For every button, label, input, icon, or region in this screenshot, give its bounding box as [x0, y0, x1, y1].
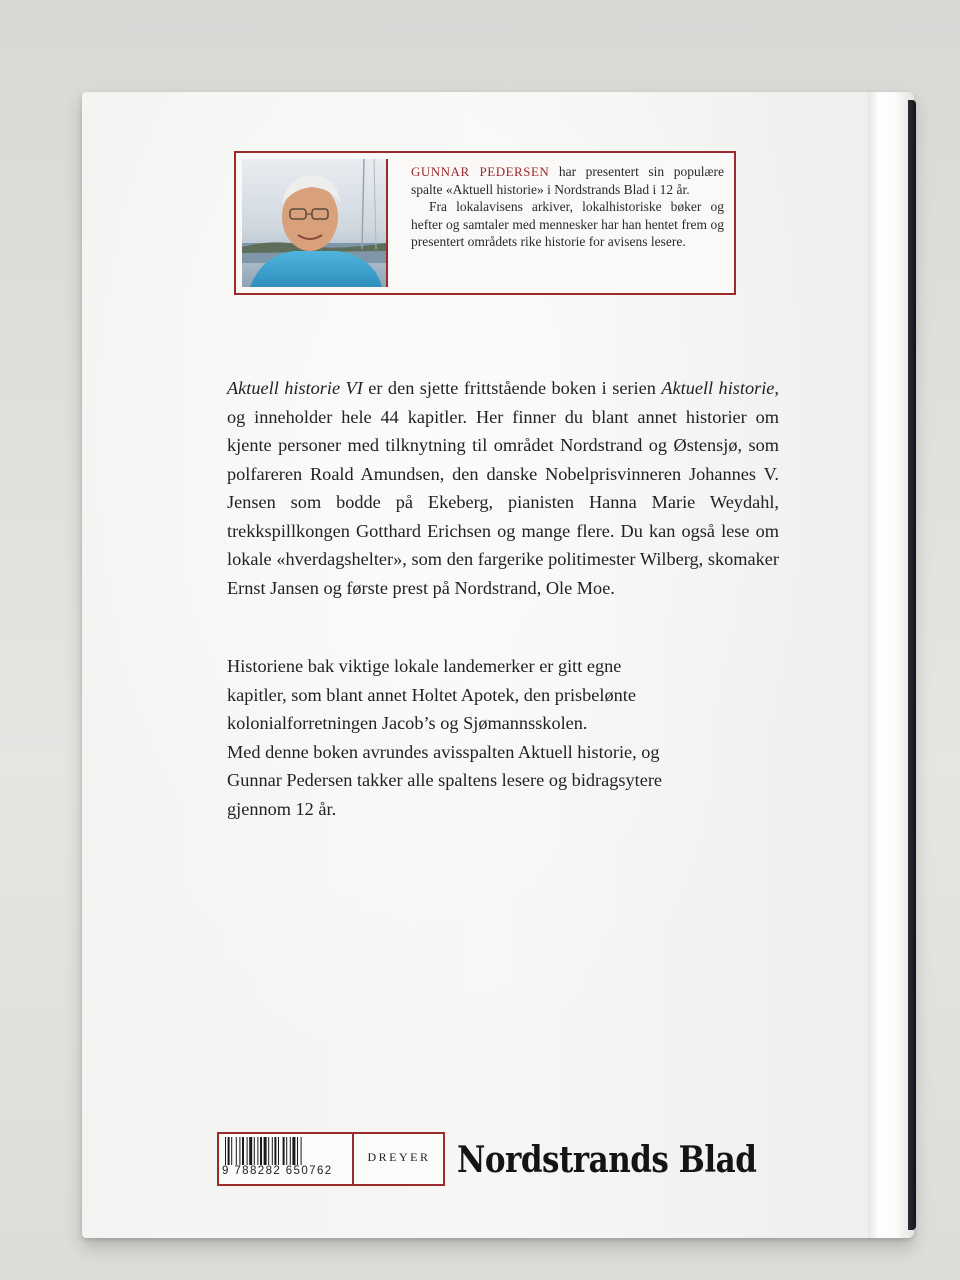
author-bio-line1: har presentert sin populære spalte «Aktuell historie» i Nordstrands Blad i 12 år.: [411, 164, 724, 197]
barcode-bar: [272, 1137, 273, 1165]
barcode-bar: [225, 1137, 226, 1165]
author-photo: [242, 159, 388, 287]
barcode-bar: [274, 1137, 276, 1165]
barcode-bar: [239, 1137, 240, 1165]
landmarks-line3: kolonialforretningen Jacob’s og Sjømannsskolen.: [227, 713, 588, 733]
barcode-bar: [242, 1137, 244, 1165]
landmarks-line5: Gunnar Pedersen takker alle spaltens lesere og bidragsytere: [227, 770, 663, 790]
publisher-name: DREYER: [367, 1150, 431, 1164]
series-name: Aktuell historie,: [661, 378, 779, 398]
barcode-bar: [278, 1137, 279, 1165]
barcode-bar: [290, 1137, 291, 1165]
author-bio: [411, 163, 724, 251]
barcode-bar: [260, 1137, 262, 1165]
landmarks-line4: Med denne boken avrundes avisspalten Aktuell historie, og: [227, 741, 660, 762]
newspaper-logo: Nordstrands Blad: [457, 1139, 757, 1182]
barcode-bar: [286, 1137, 287, 1165]
author-bio-line2: Fra lokalavisens arkiver, lokalhistoriske bøker og hefter og samtaler med mennesker har han hentet frem og presentert områdets rike historie for avisens lesere.: [411, 199, 724, 249]
landmarks-line6: gjennom 12 år.: [227, 798, 337, 819]
spine-edge: [908, 100, 916, 1230]
barcode-bar: [236, 1137, 237, 1165]
book-back-cover: [82, 92, 914, 1238]
description-part2: og inneholder hele 44 kapitler. Her finner du blant annet historier om kjente personer med tilknytning til området Nordstrand og Østensjø, som polfareren Roald Amundsen, den danske Nobelprisvinneren Johannes V. Jensen som bodde på Ekeberg, pianisten Hanna Marie Weydahl, trekkspillkongen Gotthard Erichsen og mange flere. Du kan også lese om lokale «hverdagshelter», som den fargerike politimester Wilberg, skomaker Ernst Jansen og første prest på Nordstrand, Ole Moe.: [227, 406, 779, 598]
barcode-divider: [352, 1134, 354, 1184]
book-description: [227, 374, 779, 602]
author-name: GUNNAR PEDERSEN: [411, 164, 550, 179]
barcode-bar: [228, 1137, 230, 1165]
barcode-box: [217, 1132, 445, 1186]
barcode-bar: [264, 1137, 267, 1165]
barcode-bar: [254, 1137, 255, 1165]
barcode-bar: [268, 1137, 269, 1165]
barcode-bar: [257, 1137, 258, 1165]
author-portrait-image: [242, 159, 386, 287]
description-part1: er den sjette frittstående boken i serien: [362, 378, 662, 398]
landmarks-paragraph: [227, 652, 779, 823]
landmarks-line2: kapitler, som blant annet Holtet Apotek, den prisbelønte: [227, 684, 636, 705]
barcode-bar: [249, 1137, 252, 1165]
barcode-bar: [297, 1137, 298, 1165]
barcode-bar: [283, 1137, 285, 1165]
barcode-bar: [292, 1137, 295, 1165]
barcode-bar: [247, 1137, 248, 1165]
author-box: [234, 151, 736, 295]
book-title: Aktuell historie VI: [227, 378, 363, 398]
barcode-bar: [301, 1137, 302, 1165]
isbn-number: 9 788282 650762: [222, 1165, 333, 1177]
barcode-image: [223, 1137, 349, 1165]
barcode-bar: [231, 1137, 232, 1165]
landmarks-line1: Historiene bak viktige lokale landemerker er gitt egne: [227, 656, 622, 676]
